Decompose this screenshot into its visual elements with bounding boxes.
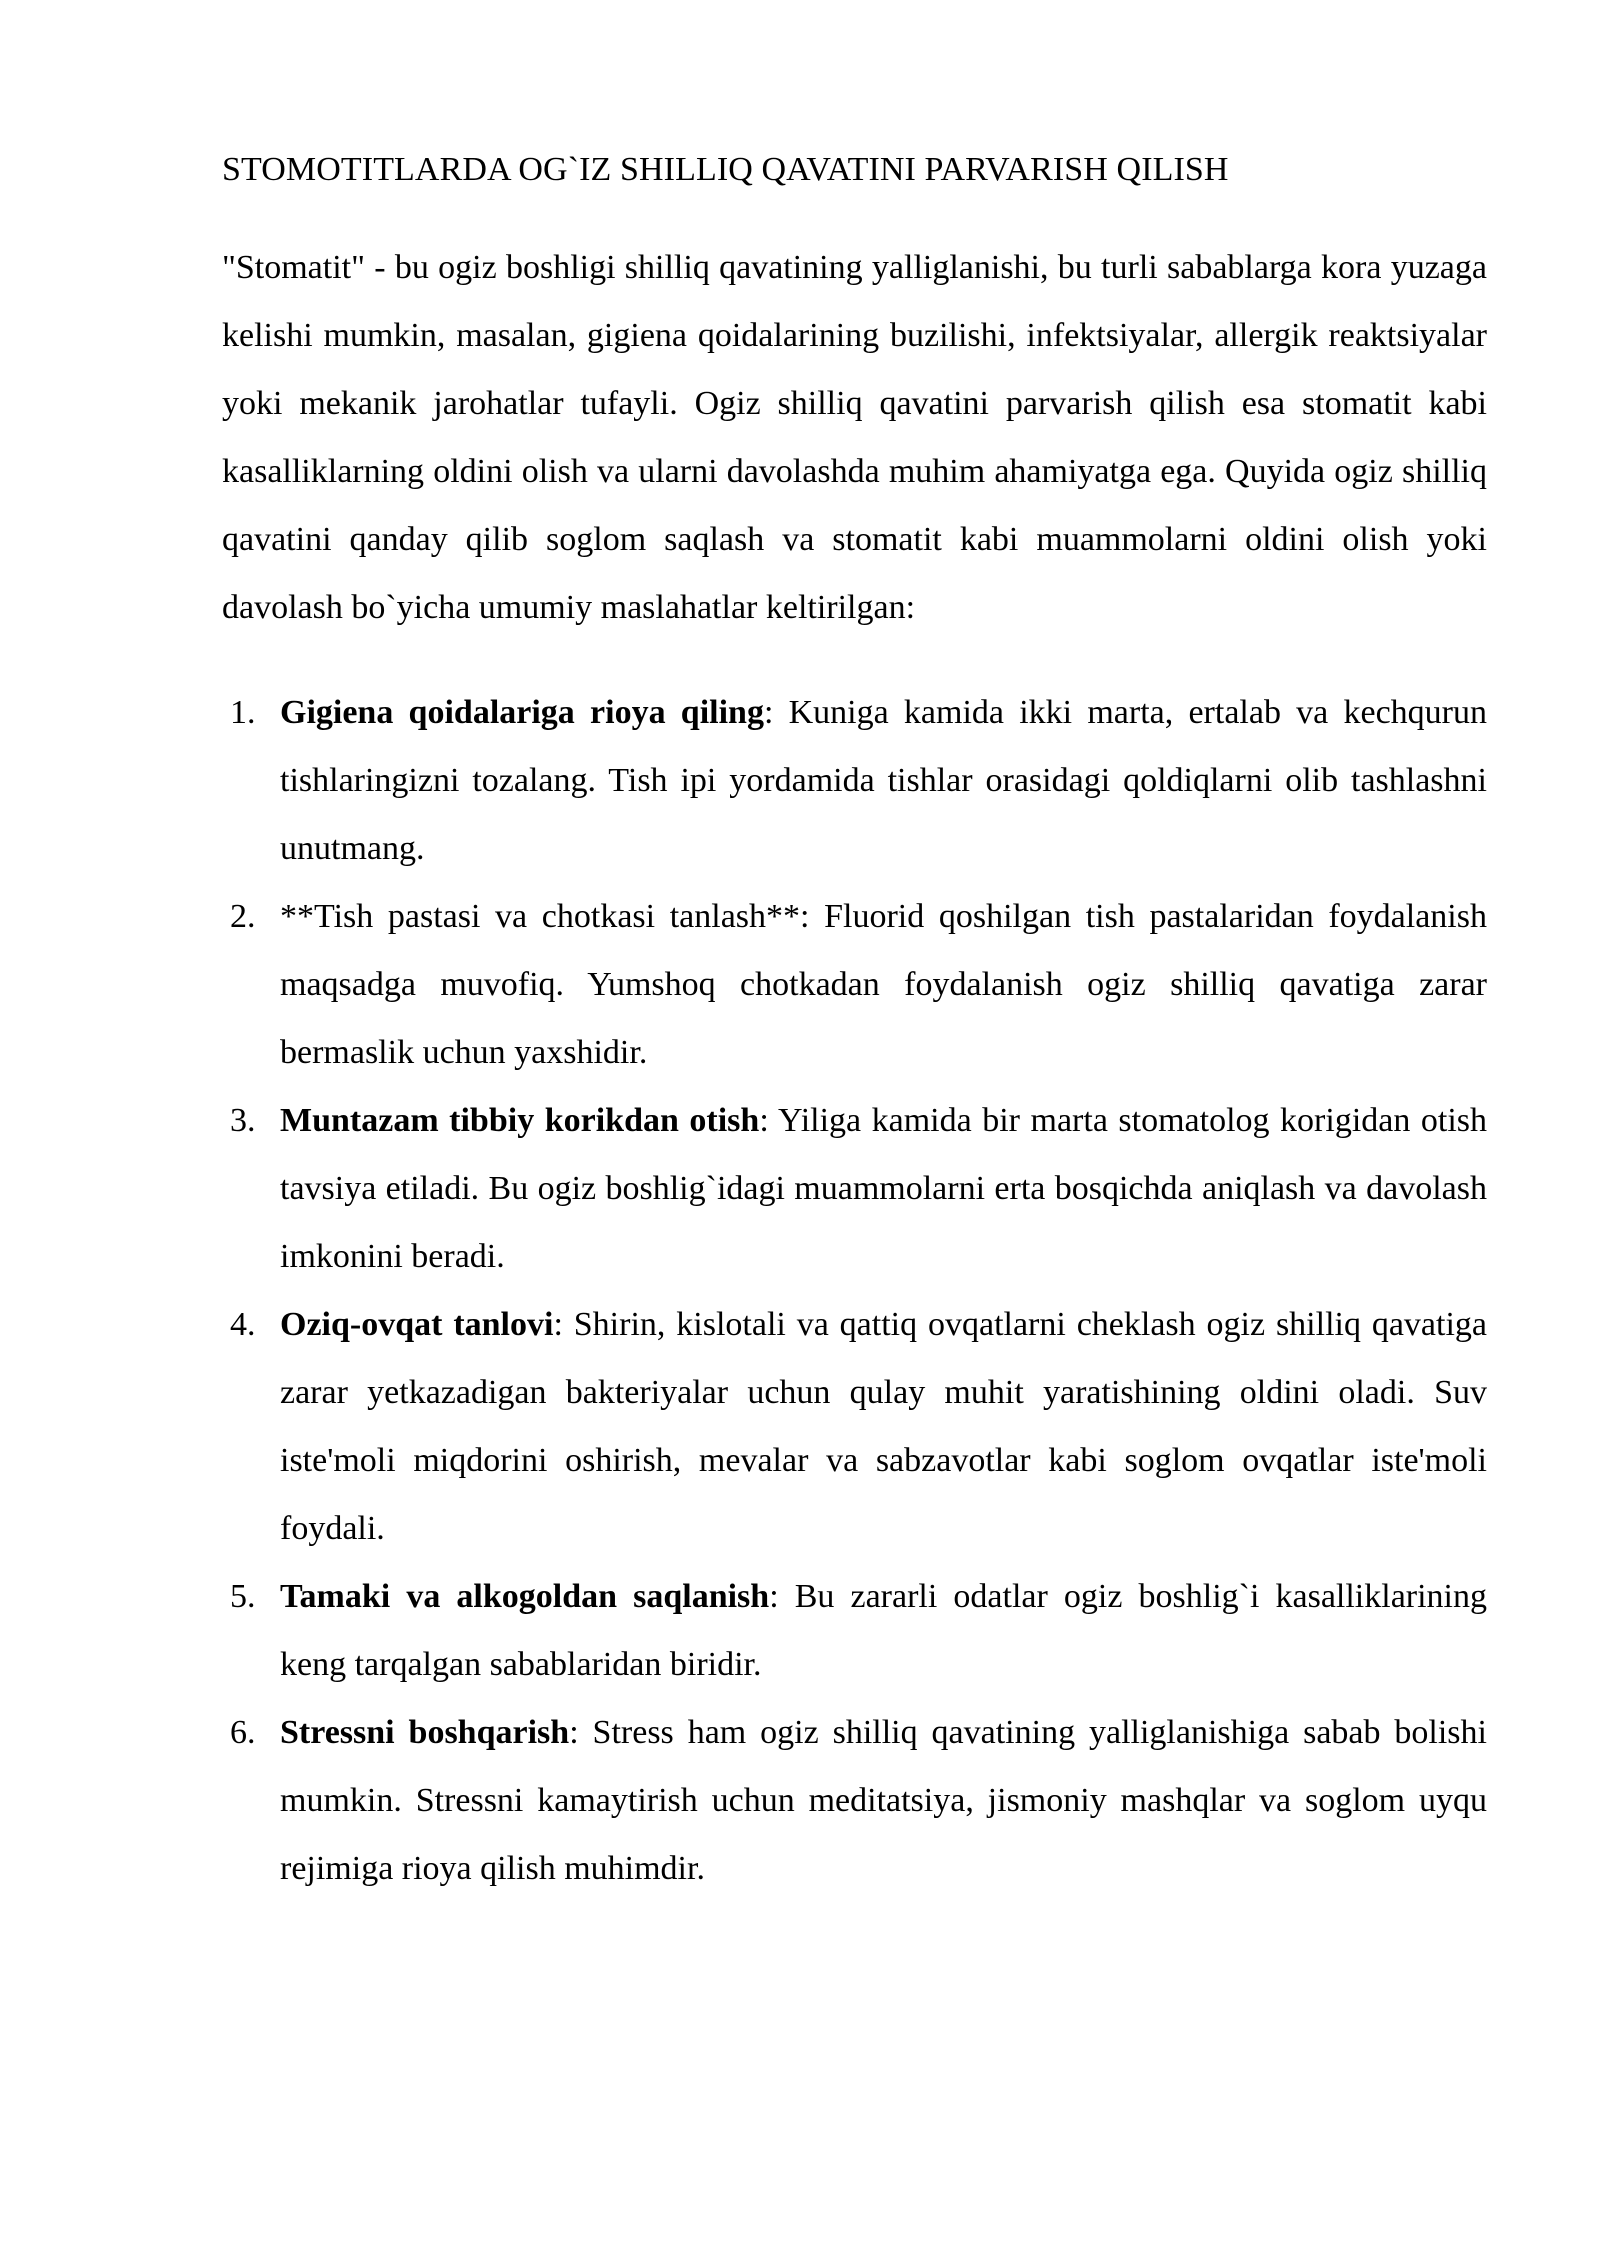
list-item-body: : Yiliga kamida bir marta stomatolog korigidan otish tavsiya etiladi. Bu ogiz boshlig`idagi muammolarni erta bosqichda aniqlash va davolash imkonini beradi. (280, 1101, 1487, 1275)
list-item-body: : Shirin, kislotali va qattiq ovqatlarni cheklash ogiz shilliq qavatiga zarar yetkazadigan bakteriyalar uchun qulay muhit yaratishining oldini oladi. Suv iste'moli miqdorini oshirish, mevalar va sabzavotlar kabi soglom ovqatlar iste'moli foydali. (280, 1305, 1487, 1547)
document-content (222, 0, 1487, 1903)
list-item-body: : Bu zararli odatlar ogiz boshlig`i kasalliklarining keng tarqalgan sabablaridan biridir. (280, 1577, 1487, 1683)
page-title: STOMOTITLARDA OG`IZ SHILLIQ QAVATINI PARVARISH QILISH (222, 151, 1229, 188)
list-item (222, 883, 1487, 1087)
list-item-lead: Muntazam tibbiy korikdan otish (280, 1101, 760, 1139)
list-item-lead: Oziq-ovqat tanlovi (280, 1305, 554, 1343)
list-item-body: : Stress ham ogiz shilliq qavatining yalliglanishiga sabab bolishi mumkin. Stressni kamaytirish uchun meditatsiya, jismoniy mashqlar va soglom uyqu rejimiga rioya qilish muhimdir. (280, 1713, 1487, 1887)
list-item (222, 1087, 1487, 1291)
list-item-lead: Gigiena qoidalariga rioya qiling (280, 693, 764, 731)
list-item (222, 1291, 1487, 1563)
list-item-lead: Tamaki va alkogoldan saqlanish (280, 1577, 770, 1615)
list-item (222, 1563, 1487, 1699)
list-item-body: **Tish pastasi va chotkasi tanlash**: Fluorid qoshilgan tish pastalaridan foydalanish maqsadga muvofiq. Yumshoq chotkadan foydalanish ogiz shilliq qavatiga zarar bermaslik uchun yaxshidir. (280, 897, 1487, 1071)
list-item (222, 1699, 1487, 1903)
lead-paragraph: "Stomatit" - bu ogiz boshligi shilliq qavatining yalliglanishi, bu turli sabablarga kora yuzaga kelishi mumkin, masalan, gigiena qoidalarining buzilishi, infektsiyalar, allergik reaktsiyalar yoki mekanik jarohatlar tufayli. Ogiz shilliq qavatini parvarish qilish esa stomatit kabi kasalliklarning oldini olish va ularni davolashda muhim ahamiyatga ega. Quyida ogiz shilliq qavatini qanday qilib soglom saqlash va stomatit kabi muammolarni oldini olish yoki davolash bo`yicha umumiy maslahatlar keltirilgan: (222, 248, 1487, 626)
list-item-lead: Stressni boshqarish (280, 1713, 570, 1751)
list-item-body: : Kuniga kamida ikki marta, ertalab va kechqurun tishlaringizni tozalang. Tish ipi yordamida tishlar orasidagi qoldiqlarni olib tashlashni unutmang. (280, 693, 1487, 867)
tips-list (222, 642, 1487, 1903)
list-item (222, 679, 1487, 883)
